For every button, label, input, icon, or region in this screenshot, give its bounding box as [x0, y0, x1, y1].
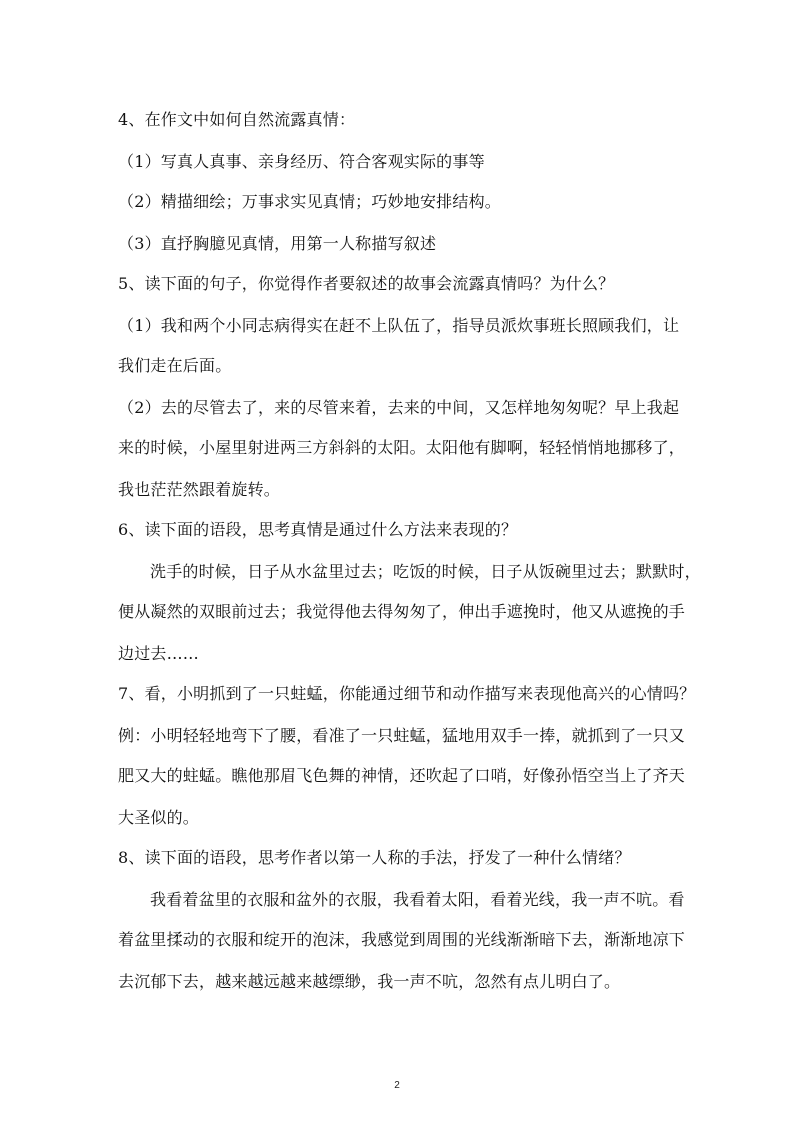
question-6-passage-line-3: 边过去……: [118, 644, 200, 663]
question-7-example-line-2: 肥又大的蛀蜢。瞧他那眉飞色舞的神情，还吹起了口哨，好像孙悟空当上了齐天: [118, 766, 686, 785]
question-5-sentence-1-line-1: （1）我和两个小同志病得实在赶不上队伍了，指导员派炊事班长照顾我们，让: [118, 316, 680, 335]
question-5-sentence-2-line-2: 来的时候，小屋里射进两三方斜斜的太阳。太阳他有脚啊，轻轻悄悄地挪移了，: [118, 438, 686, 457]
question-5-sentence-2-line-3: 我也茫茫然跟着旋转。: [118, 480, 281, 499]
question-4-point-3: （3）直抒胸臆见真情，用第一人称描写叙述: [118, 234, 437, 253]
question-4-point-2: （2）精描细绘；万事求实见真情；巧妙地安排结构。: [118, 192, 501, 211]
question-8-passage-line-3: 去沉郁下去，越来越远越来越缥缈，我一声不吭，忽然有点儿明白了。: [118, 972, 621, 991]
question-6-passage-line-1: 洗手的时候，日子从水盆里过去；吃饭的时候，日子从饭碗里过去；默默时，: [150, 562, 701, 581]
question-5-sentence-2-line-1: （2）去的尽管去了，来的尽管来着，去来的中间，又怎样地匆匆呢？早上我起: [118, 398, 680, 417]
question-7-example-line-3: 大圣似的。: [118, 808, 200, 827]
question-7-example-line-1: 例：小明轻轻地弯下了腰，看准了一只蛀蜢，猛地用双手一捧，就抓到了一只又: [118, 726, 686, 745]
question-8-passage-line-2: 着盆里揉动的衣服和绽开的泡沫，我感觉到周围的光线渐渐暗下去，渐渐地凉下: [118, 930, 686, 949]
question-8-heading: 8、读下面的语段，思考作者以第一人称的手法，抒发了一种什么情绪？: [118, 848, 631, 867]
question-4-heading: 4、在作文中如何自然流露真情：: [118, 110, 356, 129]
question-6-heading: 6、读下面的语段，思考真情是通过什么方法来表现的？: [118, 520, 518, 539]
question-8-passage-line-1: 我看着盆里的衣服和盆外的衣服，我看着太阳，看着光线，我一声不吭。看: [150, 890, 685, 909]
question-4-point-1: （1）写真人真事、亲身经历、符合客观实际的事等: [118, 152, 485, 171]
question-5-sentence-1-line-2: 我们走在后面。: [118, 356, 232, 375]
page-number: 2: [394, 1080, 400, 1091]
question-7-heading: 7、看，小明抓到了一只蛀蜢，你能通过细节和动作描写来表现他高兴的心情吗？: [118, 684, 696, 703]
question-6-passage-line-2: 便从凝然的双眼前过去；我觉得他去得匆匆了，伸出手遮挽时，他又从遮挽的手: [118, 602, 686, 621]
question-5-heading: 5、读下面的句子，你觉得作者要叙述的故事会流露真情吗？为什么？: [118, 274, 615, 293]
